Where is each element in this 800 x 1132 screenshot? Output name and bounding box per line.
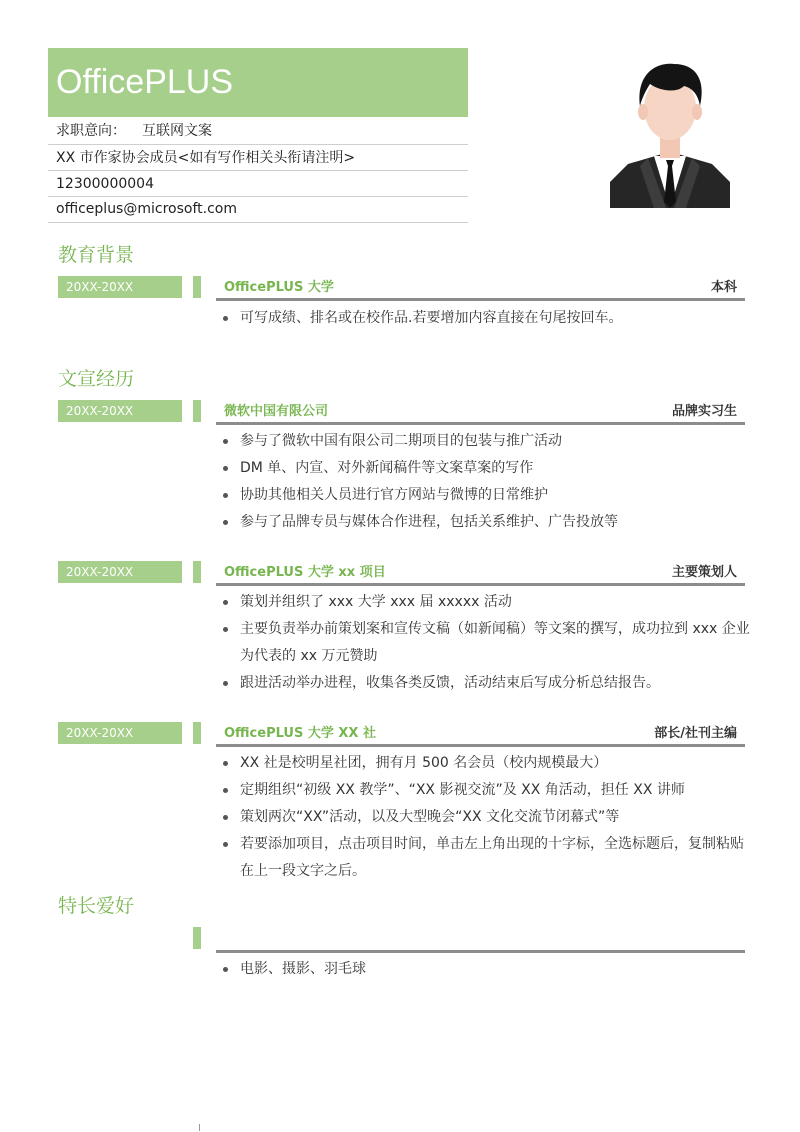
page-marker <box>199 1124 200 1131</box>
experience-1-date: 20XX-20XX <box>58 400 182 422</box>
list-item: 策划两次“XX”活动，以及大型晚会“XX 文化交流节闭幕式”等 <box>220 804 750 831</box>
experience-2-org: OfficePLUS 大学 xx 项目 <box>224 565 386 580</box>
experience-3-bullets <box>220 750 750 885</box>
education-accent <box>193 276 201 298</box>
experience-3-role: 部长/社刊主编 <box>654 726 737 741</box>
list-item: DM 单、内宣、对外新闻稿件等文案草案的写作 <box>220 455 750 482</box>
hobbies-header <box>216 929 745 953</box>
email-address: officeplus@microsoft.com <box>48 197 468 223</box>
hobbies-section-title: 特长爱好 <box>58 895 135 917</box>
job-intention-row <box>48 119 468 145</box>
list-item: 电影、摄影、羽毛球 <box>220 956 750 983</box>
education-date: 20XX-20XX <box>58 276 182 298</box>
experience-1-accent <box>193 400 201 422</box>
title-line: XX 市作家协会成员<如有写作相关头衔请注明> <box>48 145 468 171</box>
experience-3-date: 20XX-20XX <box>58 722 182 744</box>
list-item: 若要添加项目，点击项目时间，单击左上角出现的十字标，全选标题后，复制粘贴在上一段文字之后。 <box>220 831 750 885</box>
list-item: 参与了品牌专员与媒体合作进程，包括关系维护、广告投放等 <box>220 509 750 536</box>
hobbies-accent <box>193 927 201 949</box>
education-bullets <box>220 305 750 332</box>
hobbies-bullets <box>220 956 750 983</box>
avatar <box>610 60 730 208</box>
education-entry-header <box>216 277 745 301</box>
experience-2-accent <box>193 561 201 583</box>
experience-2-date: 20XX-20XX <box>58 561 182 583</box>
experience-3-org: OfficePLUS 大学 XX 社 <box>224 726 376 741</box>
experience-3-header <box>216 723 745 747</box>
list-item: 协助其他相关人员进行官方网站与微博的日常维护 <box>220 482 750 509</box>
experience-1-org: 微软中国有限公司 <box>224 404 329 419</box>
job-intention-label: 求职意向： <box>56 123 126 139</box>
experience-2-header <box>216 562 745 586</box>
experience-1-bullets <box>220 428 750 536</box>
experience-3-accent <box>193 722 201 744</box>
list-item: 定期组织“初级 XX 教学”、“XX 影视交流”及 XX 角活动，担任 XX 讲师 <box>220 777 750 804</box>
education-degree: 本科 <box>710 280 737 295</box>
experience-2-bullets <box>220 589 750 697</box>
experience-2-role: 主要策划人 <box>671 565 737 580</box>
name-banner: OfficePLUS <box>48 48 468 117</box>
list-item: 主要负责举办前策划案和宣传文稿（如新闻稿）等文案的撰写，成功拉到 xxx 企业为代表的 xx 万元赞助 <box>220 616 750 670</box>
list-item: 跟进活动举办进程，收集各类反馈，活动结束后写成分析总结报告。 <box>220 670 750 697</box>
list-item: 策划并组织了 xxx 大学 xxx 届 xxxxx 活动 <box>220 589 750 616</box>
list-item: XX 社是校明星社团，拥有月 500 名会员（校内规模最大） <box>220 750 750 777</box>
education-section-title: 教育背景 <box>58 244 135 266</box>
education-school: OfficePLUS 大学 <box>224 280 334 295</box>
experience-1-role: 品牌实习生 <box>671 404 737 419</box>
job-intention-value: 互联网文案 <box>142 123 212 139</box>
phone-number: 12300000004 <box>48 171 468 197</box>
experience-section-title: 文宣经历 <box>58 368 135 390</box>
list-item: 可写成绩、排名或在校作品.若要增加内容直接在句尾按回车。 <box>220 305 750 332</box>
list-item: 参与了微软中国有限公司二期项目的包装与推广活动 <box>220 428 750 455</box>
experience-1-header <box>216 401 745 425</box>
